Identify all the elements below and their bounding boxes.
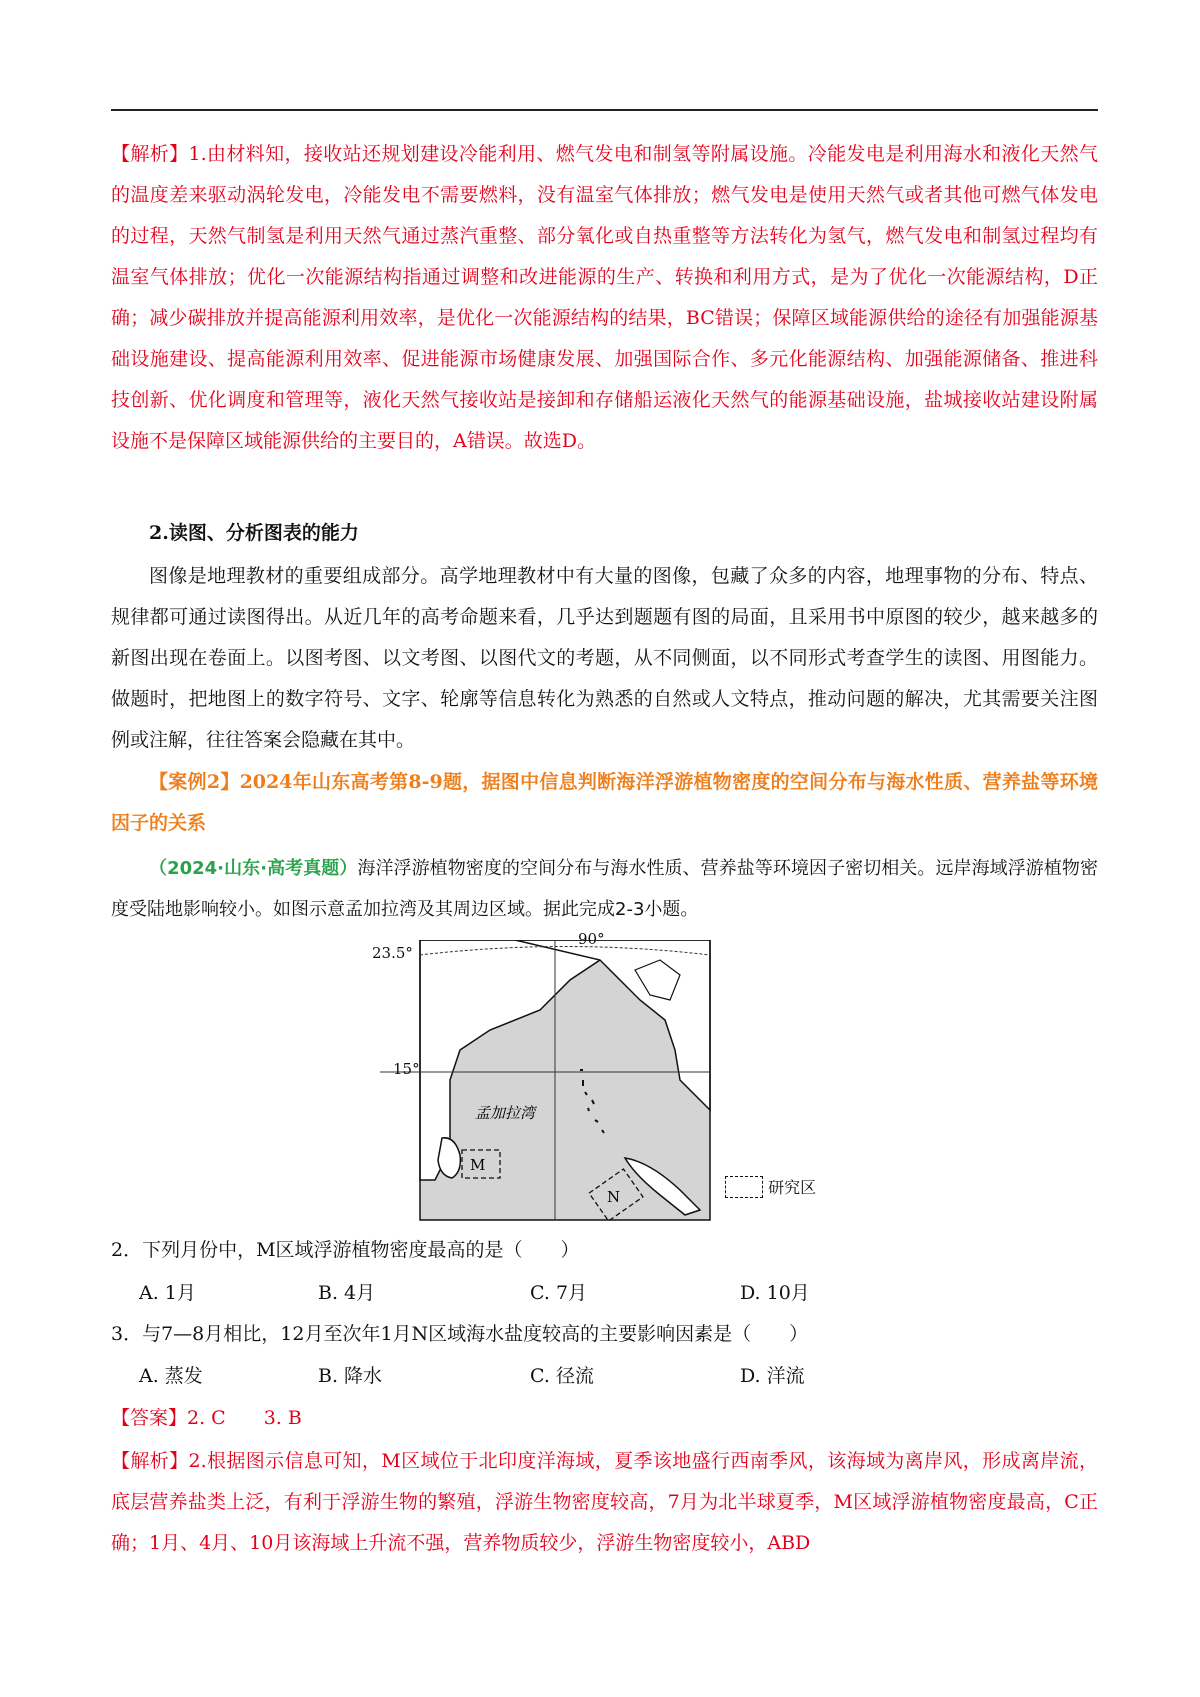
lat-label-mid: 15° — [393, 1060, 420, 1078]
q3-option-a: A. 蒸发 — [139, 1365, 203, 1387]
section-body: 图像是地理教材的重要组成部分。高学地理教材中有大量的图像，包藏了众多的内容，地理事物的分布、特点、规律都可通过读图得出。从近几年的高考命题来看，几乎达到题题有图的局面，且采用书中原图的较少，越来越多的新图出现在卷面上。以图考图、以文考图、以图代文的考题，从不同侧面，以不同形式考查学生的读图、用图能力。做题时，把地图上的数字符号、文字、轮廓等信息转化为熟悉的自然或人文特点，推动问题的解决，尤其需要关注图例或注解，往往答案会隐藏在其中。 — [111, 565, 1098, 751]
bay-of-bengal-map — [380, 940, 720, 1230]
lat-label-top: 23.5° — [372, 944, 413, 962]
q2-option-b: B. 4月 — [318, 1282, 376, 1304]
top-rule — [111, 109, 1098, 111]
answer-line — [111, 1403, 302, 1433]
q2-option-d: D. 10月 — [740, 1282, 810, 1304]
section-heading: 2.读图、分析图表的能力 — [149, 522, 359, 544]
answer-text: 2. C 3. B — [187, 1407, 302, 1429]
legend-box-icon — [725, 1176, 763, 1198]
sea-label: 孟加拉湾 — [475, 1104, 536, 1122]
question-2-stem: 2．下列月份中，M区域浮游植物密度最高的是（ ） — [111, 1239, 580, 1261]
q3-option-b: B. 降水 — [318, 1365, 383, 1387]
legend-label: 研究区 — [768, 1178, 817, 1197]
analysis-prefix: 【解析】 — [111, 143, 189, 165]
q2-option-a: A. 1月 — [139, 1282, 196, 1304]
analysis2-text: 2.根据图示信息可知，M区域位于北印度洋海域，夏季该地盛行西南季风，该海域为离岸风，形成离岸流，底层营养盐类上泛，有利于浮游生物的繁殖，浮游生物密度较高，7月为北半球夏季，M区域浮游植物密度最高，C正确；1月、4月、10月该海域上升流不强，营养物质较少，浮游生物密度较小，ABD — [111, 1450, 1098, 1554]
analysis-text: 1.由材料知，接收站还规划建设冷能利用、燃气发电和制氢等附属设施。冷能发电是利用海水和液化天然气的温度差来驱动涡轮发电，冷能发电不需要燃料，没有温室气体排放；燃气发电是使用天然气或者其他可燃气体发电的过程，天然气制氢是利用天然气通过蒸汽重整、部分氧化或自热重整等方法转化为氢气，燃气发电和制氢过程均有温室气体排放；优化一次能源结构指通过调整和改进能源的生产、转换和利用方式，是为了优化一次能源结构，D正确；减少碳排放并提高能源利用效率，是优化一次能源结构的结果，BC错误；保障区域能源供给的途径有加强能源基础设施建设、提高能源利用效率、促进能源市场健康发展、加强国际合作、多元化能源结构、加强能源储备、推进科技创新、优化调度和管理等，液化天然气接收站是接卸和存储船运液化天然气的能源基础设施，盐城接收站建设附属设施不是保障区域能源供给的主要目的，A错误。故选D。 — [111, 143, 1098, 452]
box-n-label: N — [607, 1188, 621, 1206]
map-legend — [725, 1175, 835, 1201]
q3-option-d: D. 洋流 — [740, 1365, 805, 1387]
question-3-stem: 3．与7—8月相比，12月至次年1月N区域海水盐度较高的主要影响因素是（ ） — [111, 1323, 809, 1345]
analysis-paragraph-1 — [111, 134, 1098, 504]
lon-label: 90° — [578, 930, 605, 948]
q2-option-c: C. 7月 — [530, 1282, 588, 1304]
q3-option-c: C. 径流 — [530, 1365, 594, 1387]
analysis-paragraph-2 — [111, 1441, 1098, 1566]
source-paragraph — [111, 848, 1098, 930]
analysis2-prefix: 【解析】 — [111, 1450, 189, 1472]
answer-prefix: 【答案】 — [111, 1407, 188, 1429]
source-tag: （2024·山东·高考真题） — [149, 858, 358, 879]
source-text: 海洋浮游植物密度的空间分布与海水性质、营养盐等环境因子密切相关。远岸海域浮游植物密度受陆地影响较小。如图示意孟加拉湾及其周边区域。据此完成2-3小题。 — [111, 858, 1098, 920]
case-title: 【案例2】2024年山东高考第8-9题，据图中信息判断海洋浮游植物密度的空间分布与海水性质、营养盐等环境因子的关系 — [111, 771, 1098, 834]
box-m-label: M — [470, 1156, 486, 1174]
